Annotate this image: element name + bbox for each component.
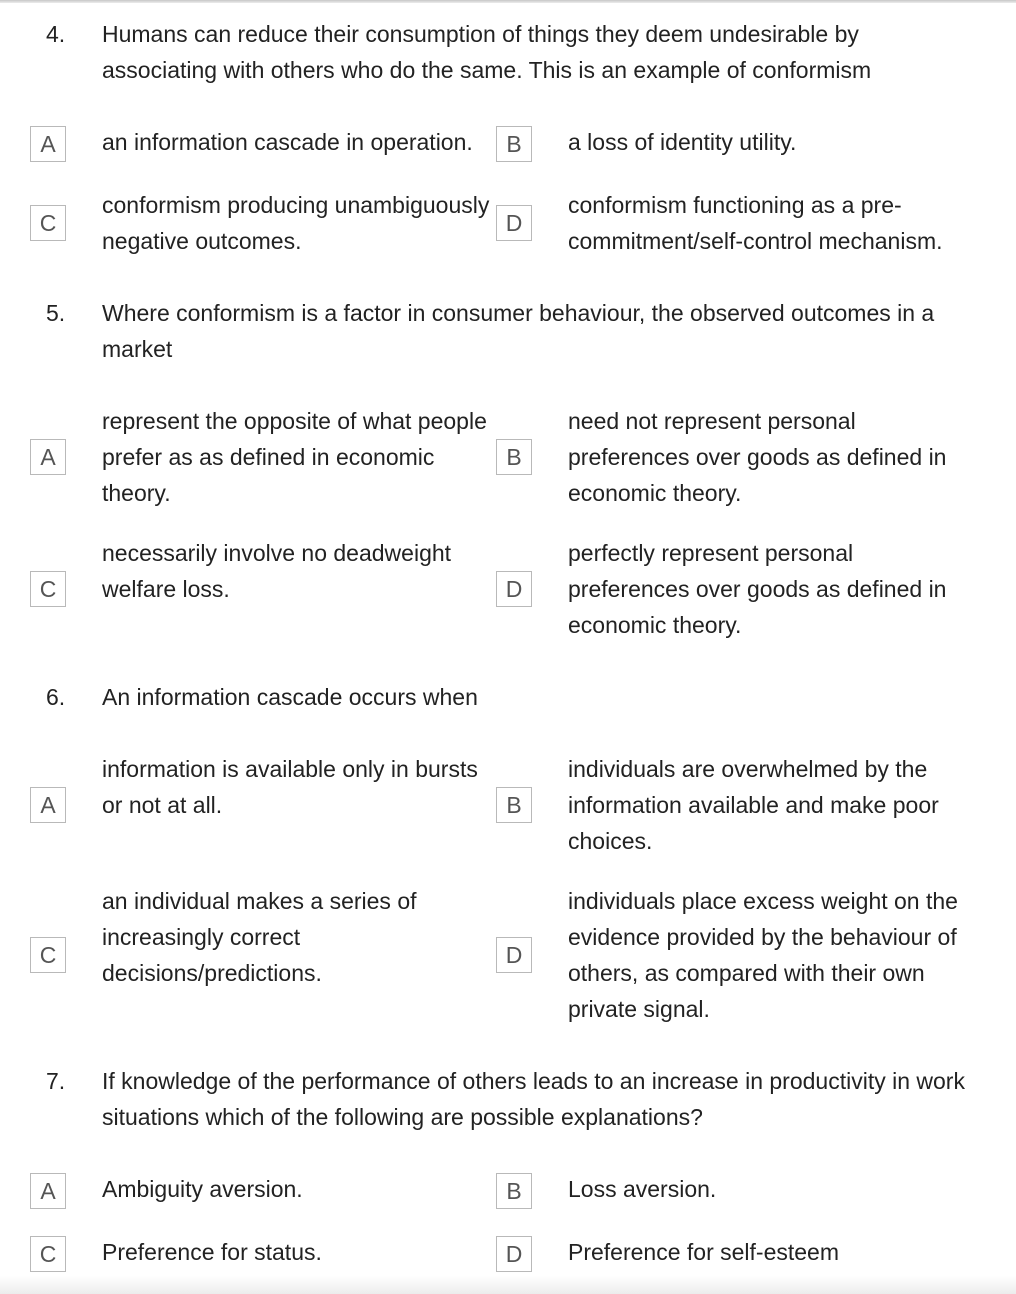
option-a-label[interactable]: A — [30, 126, 66, 162]
question-number: 5. — [46, 300, 66, 326]
option-c-text[interactable]: necessarily involve no deadweight welfare loss. — [102, 540, 452, 602]
option-a-label[interactable]: A — [30, 1173, 66, 1209]
option-c-label[interactable]: C — [30, 1236, 66, 1272]
option-c-text[interactable]: an individual makes a series of increasingly correct decisions/predictions. — [102, 888, 417, 986]
question-number: 7. — [46, 1068, 66, 1094]
option-b-label[interactable]: B — [496, 126, 532, 162]
option-c-label[interactable]: C — [30, 205, 66, 241]
option-b-text[interactable]: a loss of identity utility. — [568, 129, 797, 155]
option-d-label[interactable]: D — [496, 205, 532, 241]
option-c-text[interactable]: Preference for status. — [102, 1239, 322, 1265]
option-a-text[interactable]: an information cascade in operation. — [102, 129, 473, 155]
option-a-label[interactable]: A — [30, 439, 66, 475]
option-b-text[interactable]: individuals are overwhelmed by the information available and make poor choices. — [568, 756, 939, 854]
option-b-text[interactable]: need not represent personal preferences over goods as defined in economic theory. — [568, 408, 947, 506]
option-d-text[interactable]: conformism functioning as a pre-commitment/self-control mechanism. — [568, 192, 943, 254]
option-a-text[interactable]: Ambiguity aversion. — [102, 1176, 303, 1202]
option-b-label[interactable]: B — [496, 1173, 532, 1209]
question-text: Where conformism is a factor in consumer behaviour, the observed outcomes in a market — [102, 300, 935, 362]
option-d-text[interactable]: Preference for self-esteem — [568, 1239, 840, 1265]
bottom-shade — [0, 1276, 1016, 1294]
option-d-label[interactable]: D — [496, 571, 532, 607]
question-text: An information cascade occurs when — [102, 684, 478, 710]
option-a-text[interactable]: represent the opposite of what people prefer as as defined in economic theory. — [102, 408, 487, 506]
top-border — [0, 0, 1016, 3]
option-b-label[interactable]: B — [496, 787, 532, 823]
question-text: Humans can reduce their consumption of things they deem undesirable by associating with others who do the same. This is an example of conformism — [102, 21, 872, 83]
option-b-label[interactable]: B — [496, 439, 532, 475]
question-number: 4. — [46, 21, 66, 47]
option-c-label[interactable]: C — [30, 571, 66, 607]
option-d-label[interactable]: D — [496, 1236, 532, 1272]
option-d-text[interactable]: perfectly represent personal preferences over goods as defined in economic theory. — [568, 540, 947, 638]
option-a-text[interactable]: information is available only in bursts or not at all. — [102, 756, 478, 818]
option-d-text[interactable]: individuals place excess weight on the evidence provided by the behaviour of others, as compared with their own private signal. — [568, 888, 958, 1022]
option-d-label[interactable]: D — [496, 937, 532, 973]
option-a-label[interactable]: A — [30, 787, 66, 823]
question-number: 6. — [46, 684, 66, 710]
option-c-label[interactable]: C — [30, 937, 66, 973]
option-c-text[interactable]: conformism producing unambiguously negative outcomes. — [102, 192, 490, 254]
question-text: If knowledge of the performance of others leads to an increase in productivity in work situations which of the following are possible explanations? — [102, 1068, 965, 1130]
option-b-text[interactable]: Loss aversion. — [568, 1176, 717, 1202]
